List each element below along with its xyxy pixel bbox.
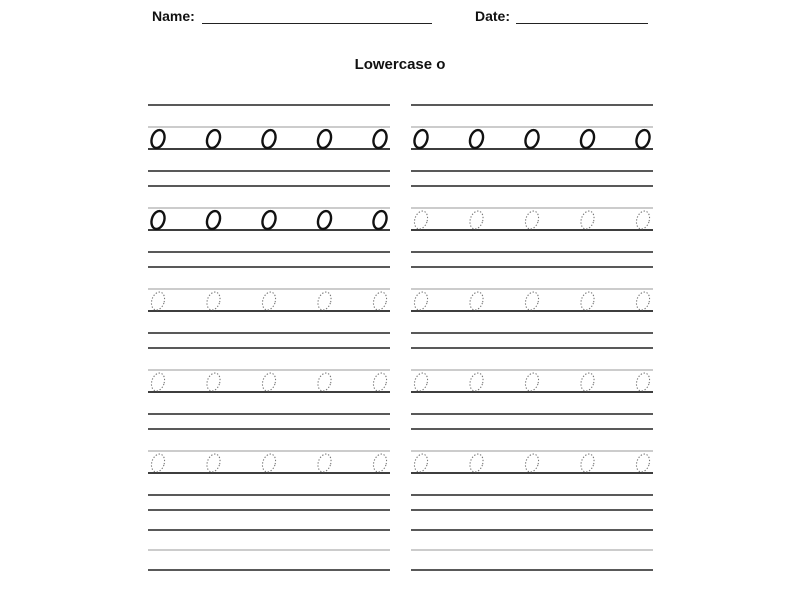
- tracing-letter-o: [371, 371, 388, 392]
- practice-letter-o: [260, 128, 277, 149]
- name-label: Name:: [152, 8, 195, 24]
- tracing-letter-o: [634, 290, 651, 311]
- tracing-letter-o: [260, 371, 277, 392]
- tracing-letter-o: [371, 452, 388, 473]
- tracing-letter-o: [205, 452, 222, 473]
- tracing-letter-o: [634, 371, 651, 392]
- tracing-letter-o: [523, 290, 540, 311]
- practice-letter-o: [149, 128, 166, 149]
- tracing-letter-o: [634, 452, 651, 473]
- tracing-letter-o: [412, 290, 429, 311]
- practice-letter-o: [205, 128, 222, 149]
- practice-letter-o: [523, 128, 540, 149]
- tracing-letter-o: [149, 371, 166, 392]
- practice-letter-o: [149, 209, 166, 230]
- tracing-letter-o: [316, 452, 333, 473]
- practice-letter-o: [260, 209, 277, 230]
- practice-letter-o: [371, 128, 388, 149]
- practice-letter-o: [205, 209, 222, 230]
- tracing-letter-o: [149, 290, 166, 311]
- tracing-letter-o: [468, 371, 485, 392]
- tracing-letter-o: [205, 290, 222, 311]
- tracing-letter-o: [523, 209, 540, 230]
- worksheet-title: Lowercase o: [354, 56, 446, 73]
- tracing-letter-o: [579, 209, 596, 230]
- tracing-letter-o: [316, 290, 333, 311]
- tracing-letter-o: [468, 209, 485, 230]
- practice-letter-o: [579, 128, 596, 149]
- tracing-letter-o: [205, 371, 222, 392]
- tracing-letter-o: [316, 371, 333, 392]
- practice-letter-o: [412, 128, 429, 149]
- tracing-letter-o: [579, 452, 596, 473]
- practice-letter-o: [634, 128, 651, 149]
- date-label: Date:: [475, 8, 511, 24]
- practice-letter-o: [316, 128, 333, 149]
- tracing-letter-o: [579, 290, 596, 311]
- tracing-letter-o: [523, 452, 540, 473]
- tracing-letter-o: [412, 371, 429, 392]
- tracing-letter-o: [523, 371, 540, 392]
- tracing-letter-o: [634, 209, 651, 230]
- tracing-letter-o: [412, 209, 429, 230]
- tracing-letter-o: [579, 371, 596, 392]
- tracing-letter-o: [260, 290, 277, 311]
- tracing-letter-o: [412, 452, 429, 473]
- tracing-letter-o: [468, 290, 485, 311]
- practice-letter-o: [468, 128, 485, 149]
- tracing-letter-o: [371, 290, 388, 311]
- practice-letter-o: [371, 209, 388, 230]
- practice-letter-o: [316, 209, 333, 230]
- tracing-letter-o: [468, 452, 485, 473]
- tracing-letter-o: [149, 452, 166, 473]
- tracing-letter-o: [260, 452, 277, 473]
